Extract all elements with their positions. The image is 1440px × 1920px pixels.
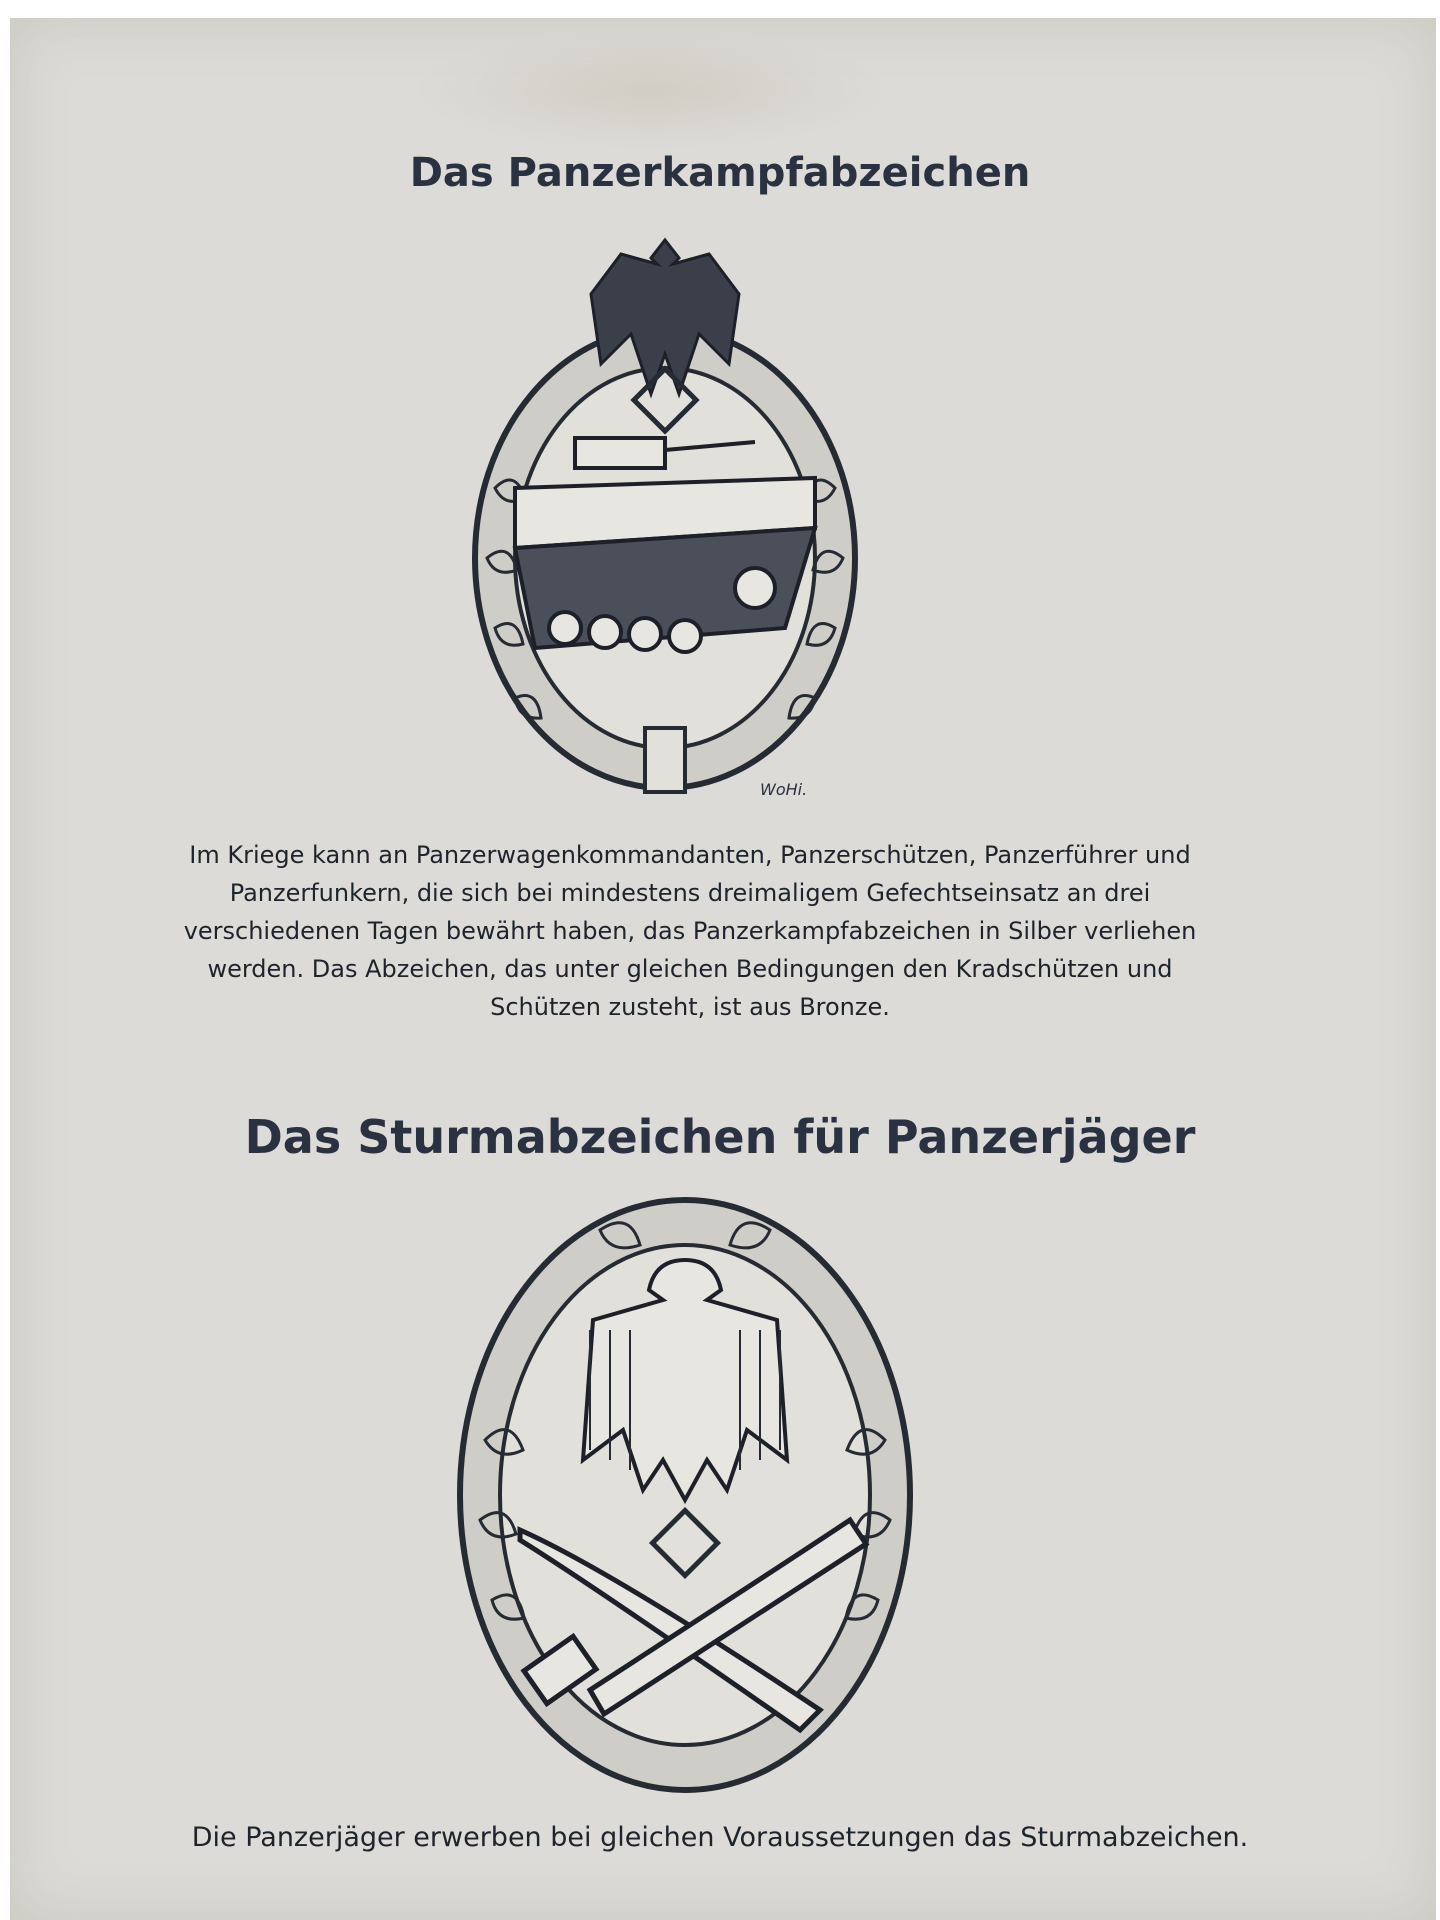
sturmabzeichen-illustration	[450, 1190, 920, 1800]
body-paragraph: Im Kriege kann an Panzerwagenkommandanten, Panzerschützen, Panzerführer und Panzerfunkern, die sich bei mindestens dreimaligem Gefechtseinsatz an drei verschiedenen Tagen bewährt haben, das Panzerkampfabzeichen in Silber verliehen werden. Das Abzeichen, das unter gleichen Bedingungen den Kradschützen und Schützen zusteht, ist aus Bronze.	[183, 841, 1197, 1021]
panzerkampfabzeichen-illustration	[455, 228, 875, 808]
page-title-1: Das Panzerkampfabzeichen	[409, 150, 1031, 196]
bottom-caption: Die Panzerjäger erwerben bei gleichen Voraussetzungen das Sturmabzeichen.	[191, 1822, 1249, 1853]
page-title-2: Das Sturmabzeichen für Panzerjäger	[244, 1110, 1196, 1164]
artist-signature: WoHi.	[760, 780, 808, 799]
